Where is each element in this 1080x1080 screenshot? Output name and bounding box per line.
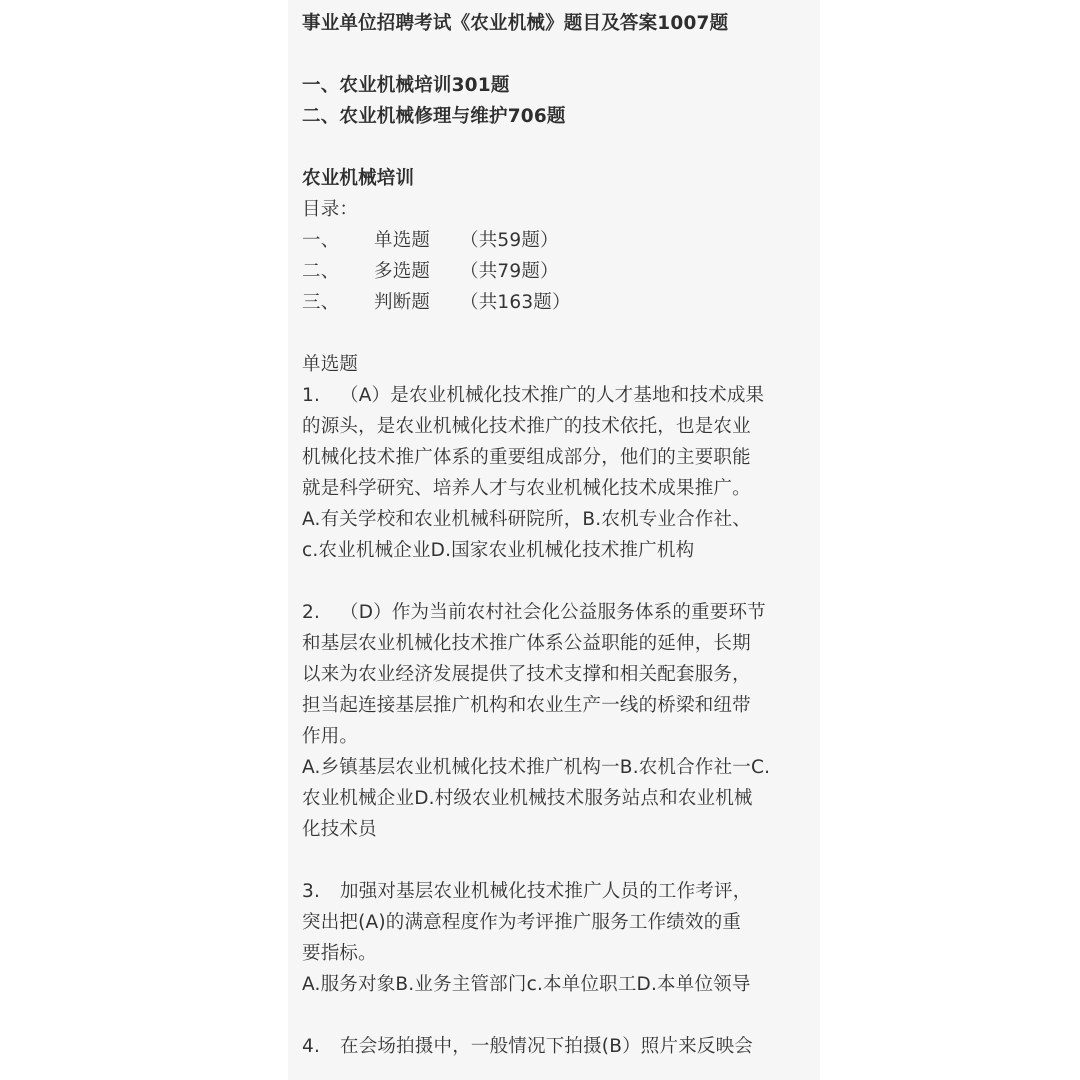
toc-label: 目录： [302,199,359,220]
question-text: （A）是农业机械化技术推广的人才基地和技术成果 [340,385,765,406]
question-4 [302,1031,814,1062]
document-title: 事业单位招聘考试《农业机械》题目及答案1007题 [302,13,729,34]
question-number: 3. [302,881,321,902]
question-options: A.有关学校和农业机械科研院所，B.农机专业合作社、 [302,509,751,530]
question-text: 机械化技术推广体系的重要组成部分，他们的主要职能 [302,447,751,468]
toc-item [302,225,814,256]
question-text: （D）作为当前农村社会化公益服务体系的重要环节 [340,602,766,623]
question-number: 4. [302,1036,321,1057]
section-1: 一、农业机械培训301题 [302,75,510,96]
toc-num: 一、 [302,230,340,251]
question-text: 和基层农业机械化技术推广体系公益职能的延伸，长期 [302,633,751,654]
toc-count: （共163题） [460,292,571,313]
toc-item [302,287,814,318]
toc-count: （共59题） [460,230,559,251]
question-1 [302,380,814,566]
toc-title: 判断题 [374,292,431,313]
question-text: 突出把(A)的满意程度作为考评推广服务工作绩效的重 [302,912,742,933]
toc-item [302,256,814,287]
question-number: 1. [302,385,321,406]
toc-title: 单选题 [374,230,431,251]
question-text: 加强对基层农业机械化技术推广人员的工作考评， [340,881,752,902]
question-text: 要指标。 [302,943,377,964]
question-text: 作用。 [302,726,359,747]
question-options: 化技术员 [302,819,377,840]
question-text: 在会场拍摄中，一般情况下拍摄(B）照片来反映会 [340,1036,754,1057]
question-3 [302,876,814,1000]
question-options: A.服务对象B.业务主管部门c.本单位职工D.本单位领导 [302,974,751,995]
toc-title: 多选题 [374,261,431,282]
question-options: c.农业机械企业D.国家农业机械化技术推广机构 [302,540,695,561]
single-choice-heading: 单选题 [302,354,359,375]
document-content [302,8,814,1062]
question-text: 担当起连接基层推广机构和农业生产一线的桥梁和纽带 [302,695,751,716]
question-text: 的源头，是农业机械化技术推广的技术依托，也是农业 [302,416,751,437]
question-options: 农业机械企业D.村级农业机械技术服务站点和农业机械 [302,788,753,809]
question-2 [302,597,814,845]
part-heading: 农业机械培训 [302,168,415,189]
question-text: 以来为农业经济发展提供了技术支撑和相关配套服务， [302,664,751,685]
question-text: 就是科学研究、培养人才与农业机械化技术成果推广。 [302,478,751,499]
section-2: 二、农业机械修理与维护706题 [302,106,566,127]
toc-num: 二、 [302,261,340,282]
toc-count: （共79题） [460,261,559,282]
toc-num: 三、 [302,292,340,313]
question-options: A.乡镇基层农业机械化技术推广机构一B.农机合作社一C. [302,757,771,778]
question-number: 2. [302,602,321,623]
